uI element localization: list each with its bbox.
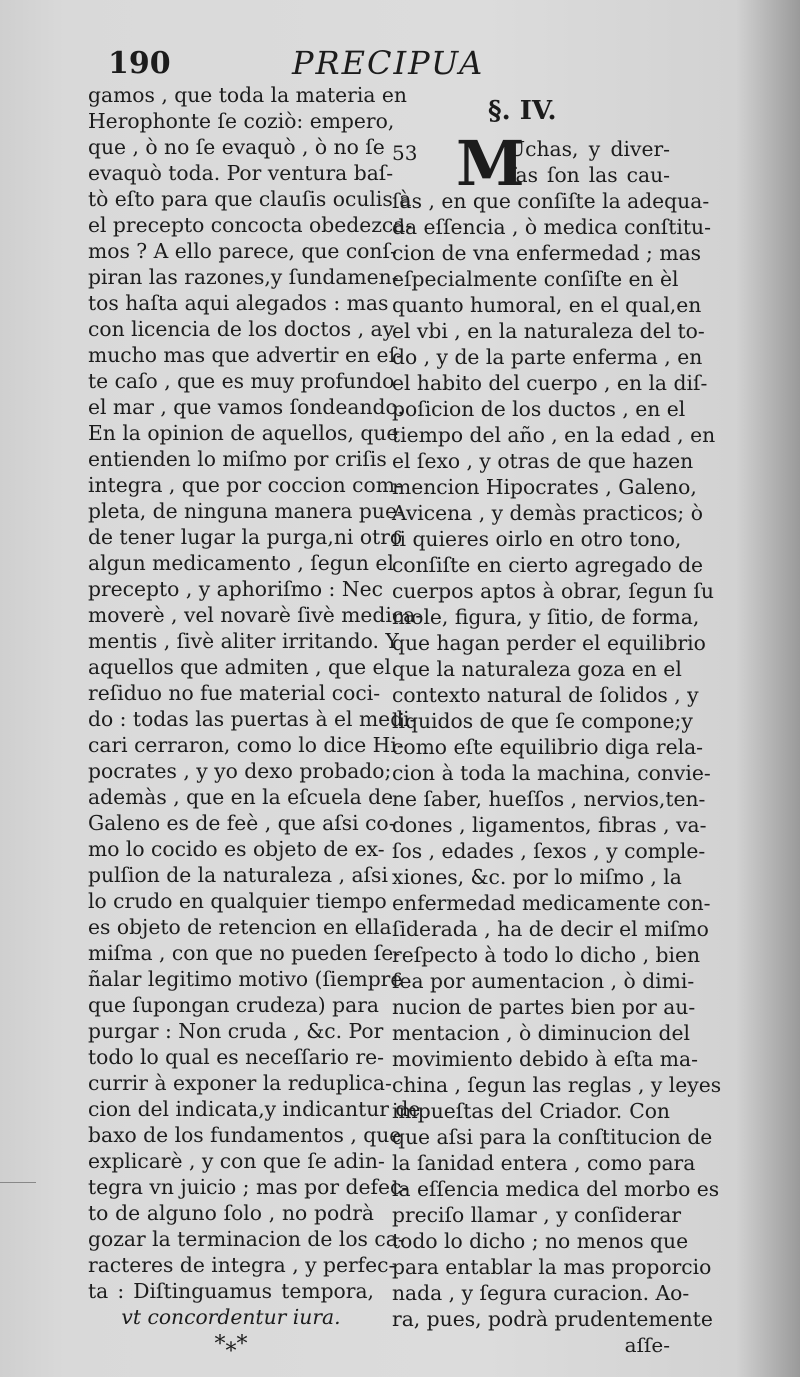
text-line: purgar : Non cruda , &c. Por [88, 1019, 384, 1043]
text-line: todo lo dicho ; no menos que [392, 1229, 689, 1253]
text-line: piran las razones,y ſundamen- [88, 265, 399, 289]
text-line: mucho mas que advertir en eſ- [88, 343, 403, 367]
text-line: preciſo llamar , y conſiderar [392, 1203, 682, 1227]
text-line: mentis , ſivè aliter irritando. Y [88, 629, 399, 653]
text-line: ſiderada , ha de decir el miſmo [392, 917, 709, 941]
text-line: la ſanidad entera , como para [392, 1151, 696, 1175]
page-number: 190 [108, 46, 171, 81]
text-line: el mar , que vamos ſondeando. [88, 395, 404, 419]
text-line: mentacion , ò diminucion del [392, 1021, 690, 1045]
text-line: racteres de integra , y perfec- [88, 1253, 396, 1277]
text-line: cuerpos aptos à obrar, ſegun ſu [392, 579, 714, 603]
text-line: con licencia de los doctos , ay [88, 317, 395, 341]
text-line: baxo de los fundamentos , que [88, 1123, 402, 1147]
text-line: cion à toda la machina, convie- [392, 761, 711, 785]
text-line: miſma , con que no pueden ſe- [88, 941, 401, 965]
text-line: Herophonte ſe coziò: empero, [88, 109, 395, 133]
text-line: mole, figura, y ſitio, de forma, [392, 605, 700, 629]
closing-line: vt concordentur iura. [121, 1305, 341, 1329]
text-line: para entablar la mas proporcio [392, 1255, 712, 1279]
text-line: tò eſto para que clauſis oculis à [88, 187, 412, 211]
text-line: ta : Diſtinguamus tempora, [88, 1279, 374, 1303]
text-line: china , ſegun las reglas , y leyes [392, 1073, 722, 1097]
text-line: aquellos que admiten , que el [88, 655, 392, 679]
text-line: gozar la terminacion de los ca- [88, 1227, 405, 1251]
text-line: da eſſencia , ò medica conſtitu- [392, 215, 711, 239]
text-line: ſas , en que conſiſte la adequa- [392, 189, 710, 213]
right-column-lines [392, 188, 722, 1358]
text-line: pulſion de la naturaleza , aſsi [88, 863, 388, 887]
text-line: que ſupongan crudeza) para [88, 993, 379, 1017]
text-line: currir à exponer la reduplica- [88, 1071, 392, 1095]
text-line: ne ſaber, hueſſos , nervios,ten- [392, 787, 706, 811]
text-line: entienden lo miſmo por criſis [88, 447, 387, 471]
text-line: ra, pues, podrà prudentemente [392, 1307, 713, 1331]
text-line: Galeno es de feè , que aſsi co- [88, 811, 396, 835]
text-line: lo crudo en qualquier tiempo [88, 889, 387, 913]
text-line: mo lo cocido es objeto de ex- [88, 837, 385, 861]
text-line: pleta, de ninguna manera pue- [88, 499, 404, 523]
text-line: reſiduo no fue material coci- [88, 681, 381, 705]
text-line: ſas ſon las cau- [508, 163, 670, 187]
margin-mark [0, 1182, 36, 1183]
text-line: ſea por aumentacion , ò dimi- [392, 969, 695, 993]
text-line: evaquò toda. Por ventura baſ- [88, 161, 394, 185]
text-line: movimiento debido à eſta ma- [392, 1047, 698, 1071]
text-line: do , y de la parte enferma , en [392, 345, 703, 369]
text-line: que aſsi para la conſtitucion de [392, 1125, 713, 1149]
text-line: precepto , y aphoriſmo : Nec [88, 577, 383, 601]
text-line: gamos , que toda la materia en [88, 83, 407, 107]
text-line: enfermedad medicamente con- [392, 891, 711, 915]
text-line: cari cerraron, como lo dice Hi- [88, 733, 404, 757]
text-line: Uchas, y diver- [508, 137, 670, 161]
text-line: eſpecialmente conſiſte en èl [392, 267, 679, 291]
text-line: mos ? A ello parece, que conſ- [88, 239, 397, 263]
text-line: ſi quieres oirlo en otro tono, [392, 527, 682, 551]
catchword: aſſe- [624, 1333, 670, 1357]
text-line: nucion de partes bien por au- [392, 995, 696, 1019]
text-line: que , ò no ſe evaquò , ò no ſe [88, 135, 385, 159]
text-line: el ſexo , y otras de que hazen [392, 449, 694, 473]
asterism-ornament: *⁎* [214, 1332, 248, 1357]
text-line: En la opinion de aquellos, que [88, 421, 399, 445]
text-line: do : todas las puertas à el medi- [88, 707, 417, 731]
text-line: explicarè , y con que ſe adin- [88, 1149, 385, 1173]
text-line: es objeto de retencion en ella [88, 915, 392, 939]
text-line: impueſtas del Criador. Con [392, 1099, 670, 1123]
text-line: quanto humoral, en el qual,en [392, 293, 702, 317]
text-line: cion del indicata,y indicantur de [88, 1097, 421, 1121]
text-line: tegra vn juicio ; mas por defec- [88, 1175, 409, 1199]
text-line: nada , y ſegura curacion. Ao- [392, 1281, 690, 1305]
text-line: el precepto concocta obedezca- [88, 213, 413, 237]
text-line: pocrates , y yo dexo probado; [88, 759, 392, 783]
text-line: todo lo qual es neceſſario re- [88, 1045, 384, 1069]
paragraph-number: 53 [392, 141, 418, 165]
text-line: integra , que por coccion com- [88, 473, 402, 497]
text-line: algun medicamento , ſegun el [88, 551, 394, 575]
text-line: conſiſte en cierto agregado de [392, 553, 704, 577]
running-title: PRECIPUA [292, 44, 485, 82]
paragraph-opening [392, 127, 670, 200]
text-line: reſpecto à todo lo dicho , bien [392, 943, 701, 967]
text-line: el vbi , en la naturaleza del to- [392, 319, 705, 343]
right-column [392, 127, 722, 1358]
text-line: cion de vna enfermedad ; mas [392, 241, 702, 265]
text-line: contexto natural de ſolidos , y [392, 683, 699, 707]
text-line: mencion Hipocrates , Galeno, [392, 475, 697, 499]
text-line: te caſo , que es muy profundo [88, 369, 395, 393]
text-line: que la naturaleza goza en el [392, 657, 682, 681]
text-line: tiempo del año , en la edad , en [392, 423, 716, 447]
text-line: que hagan perder el equilibrio [392, 631, 706, 655]
text-line: liquidos de que ſe compone;y [392, 709, 693, 733]
text-line: ſos , edades , ſexos , y comple- [392, 839, 706, 863]
drop-cap: M [456, 127, 525, 200]
text-line: el habito del cuerpo , en la diſ- [392, 371, 708, 395]
text-line: tos haſta aqui alegados : mas [88, 291, 389, 315]
text-line: ademàs , que en la eſcuela de [88, 785, 394, 809]
text-line: poſicion de los ductos , en el [392, 397, 686, 421]
text-line: la eſſencia medica del morbo es [392, 1177, 720, 1201]
text-line: dones , ligamentos, fibras , va- [392, 813, 707, 837]
text-line: xiones, &c. por lo miſmo , la [392, 865, 682, 889]
text-line: Avicena , y demàs practicos; ò [392, 501, 703, 525]
text-line: to de alguno ſolo , no podrà [88, 1201, 374, 1225]
text-line: como eſte equilibrio diga rela- [392, 735, 704, 759]
page-header [0, 44, 800, 84]
text-line: moverè , vel novarè ſivè medica- [88, 603, 423, 627]
text-line: ñalar legitimo motivo (ſiempre [88, 967, 403, 991]
text-line: de tener lugar la purga,ni otro [88, 525, 403, 549]
section-heading: §. IV. [488, 96, 557, 126]
